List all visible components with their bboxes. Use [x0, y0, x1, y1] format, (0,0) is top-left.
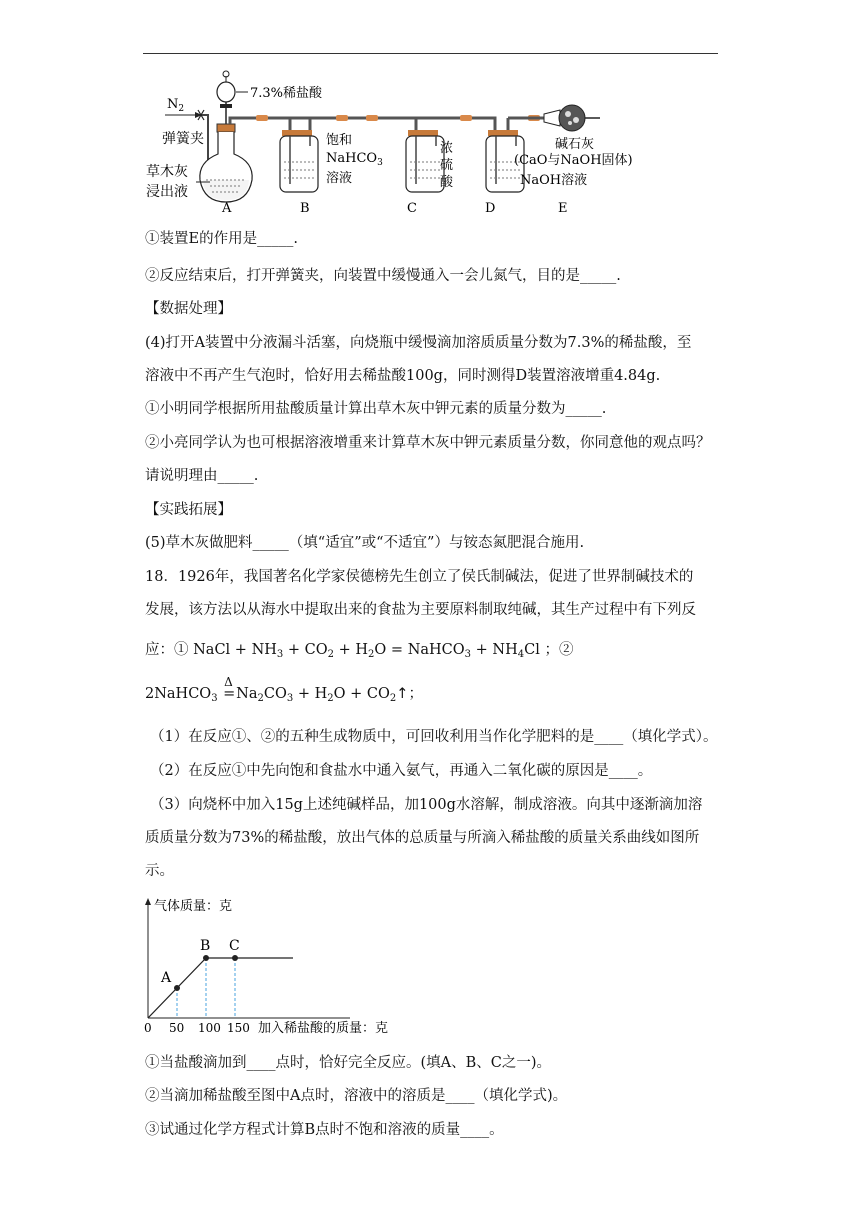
letter-a: A — [222, 201, 232, 216]
q18-part-3a: （3）向烧杯中加入15g上述纯碱样品，加100g水溶解，制成溶液。向其中逐渐滴加溶 — [150, 797, 703, 813]
question-e: ①装置E的作用是_____. — [145, 231, 298, 247]
e-label-1: 碱石灰 — [555, 137, 595, 152]
x-tick-label: 50 — [169, 1021, 185, 1035]
top-rule — [143, 53, 718, 54]
point-b — [203, 955, 209, 961]
e-label-2: (CaO与NaOH固体) — [514, 153, 633, 168]
apparatus-diagram — [140, 62, 660, 222]
data-header: 【数据处理】 — [145, 301, 232, 317]
point-label-b: B — [200, 938, 211, 954]
question-n2: ②反应结束后，打开弹簧夹，向装置中缓慢通入一会儿氮气，目的是_____. — [145, 268, 621, 284]
n2-label: $N_2$ — [167, 97, 185, 114]
d-label: NaOH溶液 — [520, 173, 588, 188]
b-label-1: 饱和 — [326, 133, 353, 148]
point-label-c: C — [229, 938, 240, 954]
q18-part-3c: 示。 — [145, 863, 174, 879]
q18-part-2: （2）在反应①中先向饱和食盐水中通入氨气，再通入二氧化碳的原因是____。 — [150, 763, 653, 779]
x-tick-label: 100 — [198, 1021, 221, 1035]
extract-label-2: 浸出液 — [146, 184, 188, 200]
q4-sub-2a: ②小亮同学认为也可根据溶液增重来计算草木灰中钾元素质量分数，你同意他的观点吗？ — [145, 435, 711, 451]
point-c — [232, 955, 238, 961]
letter-d: D — [485, 201, 496, 216]
letter-b: B — [300, 201, 310, 216]
gas-curve — [148, 958, 293, 1018]
separatory-funnel — [217, 82, 235, 102]
drying-tube-e — [544, 110, 560, 126]
q18-line-b: 发展，该方法以从海水中提取出来的食盐为主要原料制取纯碱，其生产过程中有下列反 — [145, 602, 696, 618]
chart-x-label: 加入稀盐酸的质量：克 — [258, 1021, 389, 1036]
bottle-b — [280, 136, 318, 192]
q4-sub-1: ①小明同学根据所用盐酸质量计算出草木灰中钾元素的质量分数为_____. — [145, 401, 607, 417]
q18-sub-1: ①当盐酸滴加到____点时，恰好完全反应。(填A、B、C之一)。 — [145, 1055, 552, 1071]
chart-y-label: 气体质量：克 — [154, 899, 233, 914]
point-label-a: A — [161, 970, 172, 986]
q18-sub-2: ②当滴加稀盐酸至图中A点时，溶液中的溶质是____（填化学式)。 — [145, 1088, 568, 1104]
acid-label: 7.3%稀盐酸 — [250, 86, 323, 101]
q18-part-3b: 质质量分数为73%的稀盐酸，放出气体的总质量与所滴入稀盐酸的质量关系曲线如图所 — [145, 830, 700, 846]
b-label-3: 溶液 — [326, 171, 353, 186]
practice-header: 【实践拓展】 — [145, 502, 232, 518]
letter-c: C — [407, 201, 417, 216]
q4-sub-2b: 请说明理由_____. — [145, 468, 259, 484]
extract-label-1: 草木灰 — [146, 164, 188, 180]
x-tick-label: 150 — [227, 1021, 250, 1035]
equation-1: 应：① NaCl + $NH_3 + CO_2 + H_2O$ = NaHCO$_3$ + $NH_4Cl$ ；② — [145, 642, 574, 660]
q5-line: (5)草木灰做肥料_____（填“适宜”或“不适宜”）与铵态氮肥混合施用. — [145, 535, 585, 551]
bottle-c — [406, 136, 444, 192]
x-tick-label: 0 — [144, 1021, 152, 1035]
c-label-3: 酸 — [440, 175, 454, 190]
c-label-2: 硫 — [440, 158, 454, 173]
equation-2: 2NaHCO$_3$ Δ $=Na_2CO_3 + H_2O$ + $CO_2↑$； — [145, 675, 423, 704]
b-label-2: NaHCO$_3$ — [326, 151, 383, 168]
q4-line-a: (4)打开A装置中分液漏斗活塞，向烧瓶中缓慢滴加溶质质量分数为7.3%的稀盐酸，至 — [145, 335, 692, 351]
q18-part-1: （1）在反应①、②的五种生成物质中，可回收利用当作化学肥料的是____（填化学式）。 — [150, 729, 718, 745]
clip-label: 弹簧夹 — [162, 131, 204, 147]
point-a — [174, 985, 180, 991]
q18-sub-3: ③试通过化学方程式计算B点时不饱和溶液的质量____。 — [145, 1122, 504, 1138]
q4-line-b: 溶液中不再产生气泡时，恰好用去稀盐酸100g，同时测得D装置溶液增重4.84g. — [145, 368, 661, 384]
gas-mass-chart — [140, 892, 420, 1042]
c-label-1: 浓 — [440, 141, 454, 156]
q18-line-a: 18．1926年，我国著名化学家侯德榜先生创立了侯氏制碱法，促进了世界制碱技术的 — [145, 569, 694, 585]
letter-e: E — [558, 201, 568, 216]
